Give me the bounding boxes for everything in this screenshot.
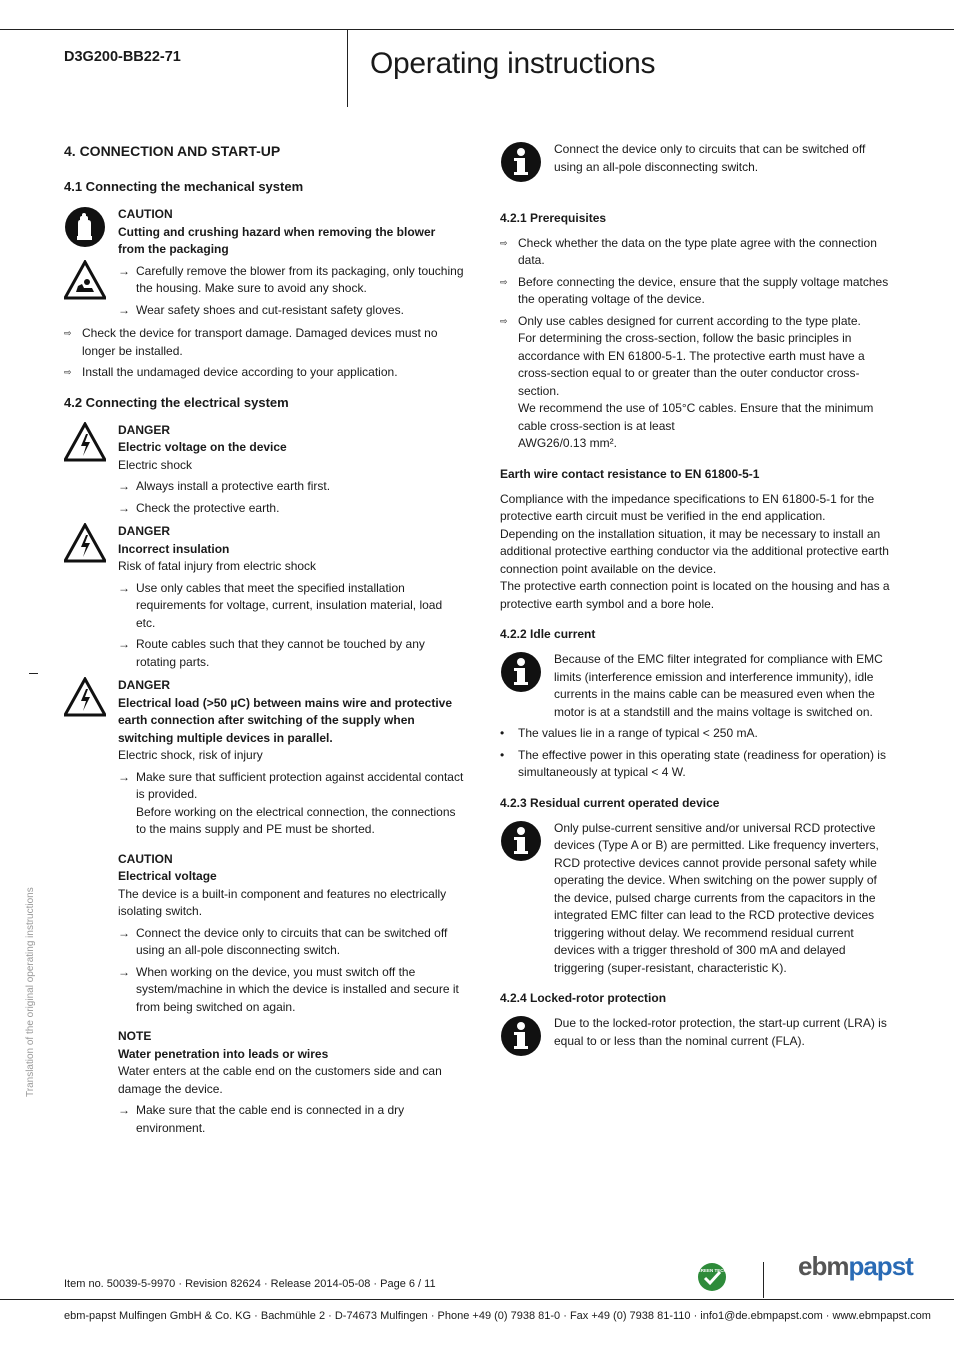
danger-voltage: DANGER Electric voltage on the device Electric shock → Always install a protective earth first. → Check the protective earth.	[64, 422, 464, 518]
info-rcd: Only pulse-current sensitive and/or universal RCD protective devices (Type A or B) are permitted. Like frequency inverters, RCD protective devices cannot provide personal safety while operating the device. When switching on the power supply of the device, pulsed charge currents from the capacitors in the integrated EMC filter can lead to the RCD protective devices triggering without delay. We recommend residual current devices with a trigger threshold of 300 mA and delayed triggering (super-resistant, characteristic K).	[500, 820, 890, 978]
list-item: • The effective power in this operating state (readiness for operation) is simultaneously at typical < 4 W.	[500, 747, 890, 782]
header-divider	[347, 29, 348, 107]
section-4-2-2-title: 4.2.2 Idle current	[500, 627, 596, 641]
danger-electrical-load: DANGER Electrical load (>50 µC) between mains wire and protective earth connection after switching of the supply when switching multiple devices in parallel. Electric shock, risk of injury → Make sure that sufficient protection against accidental contact is provided. Before working on the electrical connection, the connections to the mains supply and PE must be shorted. CAUTION Electrical voltage The device is a built-in component and features no electrically isolating switch. → Connect the device only to circuits that can be switched off using an all-pole disconnecting switch. → When working on the device, you must switch off the system/machine in which the device is installed and secure it from being switched on again. NOTE Water penetration into leads or wires Water enters at the cable end on the customers side and can damage the device. → Make sure that the cable end is connected in a dry environment.	[64, 677, 464, 1137]
earth-wire-title: Earth wire contact resistance to EN 61800-5-1	[500, 466, 760, 481]
safety-gloves-icon	[64, 206, 106, 248]
arrow-icon: →	[118, 964, 130, 979]
electric-hazard-icon	[64, 677, 106, 719]
right-column: Connect the device only to circuits that can be switched off using an all-pole disconnecting switch. 4.2.1 Prerequisites ⇨ Check whether the data on the type plate agree with the connection data. ⇨ Before connecting the device, ensure that the supply voltage matches the operating voltage of the device. ⇨ Only use cables designed for current according to the type plate. For determining the cross-section, follow the basic principles in accordance with EN 61800-5-1. The protective earth must have a cross-section equal to or greater than the outer conductor cross-section. We recommend the use of 105°C cables. Ensure that the minimum cable cross-section is at least AWG26/0.13 mm². Earth wire contact resistance to EN 61800-5-1 Compliance with the impedance specifications to EN 61800-5-1 for the protective earth circuit must be verified in the end application. Depending on the installation situation, it may be necessary to install an additional protective earthing conductor via the additional protective earth connection point available on the device. The protective earth connection point is located on the housing and has a protective earth symbol and a bore hole. 4.2.2 Idle current Because of the EMC filter integrated for compliance with EMC limits (interference emission and interference immunity), idle currents in the mains cable can be measured even when the motor is at a standstill and the mains voltage is switched on. • The values lie in a range of typical < 250 mA. • The effective power in this operating state (readiness for operation) is simultaneously at typical < 4 W. 4.2.3 Residual current operated device Only pulse-current sensitive and/or universal RCD protective devices (Type A or B) are permitted. Like frequency inverters, RCD protective devices cannot provide personal safety while operating the device. When switching on the power supply of the device, pulsed charge currents from the capacitors in the integrated EMC filter can lead to the RCD protective devices triggering without delay. We recommend residual current devices with a trigger threshold of 300 mA and delayed triggering (super-resistant, characteristic K). 4.2.4 Locked-rotor protection Due to the locked-rotor protection, the start-up current (LRA) is equal to or less than the nominal current (FLA).	[500, 141, 890, 1069]
margin-tick	[29, 673, 38, 674]
danger-label: DANGER	[118, 678, 171, 692]
list-item: ⇨ Only use cables designed for current according to the type plate. For determining the cross-section, follow the basic principles in accordance with EN 61800-5-1. The protective earth must have a cross-section equal to or greater than the outer conductor cross-section. We recommend the use of 105°C cables. Ensure that the minimum cable cross-section is at least AWG26/0.13 mm².	[500, 313, 890, 453]
arrow-icon: →	[118, 302, 130, 317]
info-icon	[500, 820, 542, 862]
page-title: Operating instructions	[370, 47, 656, 80]
arrow-icon: →	[118, 479, 130, 493]
list-item: ⇨ Install the undamaged device according to your application.	[64, 364, 464, 382]
danger-text: Electric shock	[118, 457, 193, 472]
caution-heading: Electrical voltage	[118, 869, 217, 883]
danger-text: Risk of fatal injury from electric shock	[118, 559, 317, 573]
bullet-dot-icon: •	[500, 747, 505, 762]
footer-divider	[763, 1262, 764, 1298]
info-icon	[500, 141, 542, 183]
info-idle-current: Because of the EMC filter integrated for compliance with EMC limits (interference emission and interference immunity), idle currents in the mains cable can be measured even when the motor is at a standstill and the mains voltage is switched on.	[500, 651, 890, 721]
danger-heading: Electrical load (>50 µC) between mains wire and protective earth connection after switching of the supply when switching multiple devices in parallel.	[118, 695, 453, 745]
note-text: Water enters at the cable end on the customers side and can damage the device.	[118, 1064, 442, 1096]
green-tech-logo	[697, 1262, 727, 1292]
bullet-arrow-icon: ⇨	[64, 328, 72, 338]
company-footer: ebm-papst Mulfingen GmbH & Co. KG · Bachmühle 2 · D-74673 Mulfingen · Phone +49 (0) 7938 81-0 · Fax +49 (0) 7938 81-110 · info1@de.ebmpapst.com · www.ebmpapst.com	[64, 1310, 931, 1322]
danger-heading: Electric voltage on the device	[118, 440, 287, 454]
arrow-icon: →	[118, 925, 130, 940]
danger-label: DANGER	[118, 524, 171, 538]
info-icon	[500, 1015, 542, 1057]
section-4-2-3-title: 4.2.3 Residual current operated device	[500, 795, 720, 810]
electric-hazard-icon	[64, 422, 106, 464]
header-rule	[0, 29, 954, 30]
danger-text: Electric shock, risk of injury	[118, 748, 263, 762]
ebmpapst-logo: ebmpapst	[798, 1251, 913, 1281]
bullet-dot-icon: •	[500, 726, 505, 740]
list-item: ⇨ Before connecting the device, ensure that the supply voltage matches the operating voltage of the device.	[500, 274, 890, 309]
arrow-icon: →	[118, 263, 130, 278]
crushing-hazard-icon	[64, 260, 106, 302]
list-item: • The values lie in a range of typical < 250 mA.	[500, 725, 890, 743]
caution-step: Carefully remove the blower from its packaging, only touching the housing. Make sure to avoid any shock.	[136, 263, 464, 295]
note-heading: Water penetration into leads or wires	[118, 1046, 329, 1061]
bullet-arrow-icon: ⇨	[500, 315, 508, 326]
section-title: 4. CONNECTION AND START-UP	[64, 143, 281, 159]
svg-text:GREEN TECH: GREEN TECH	[697, 1268, 727, 1273]
electric-hazard-icon	[64, 523, 106, 565]
danger-insulation: DANGER Incorrect insulation Risk of fatal injury from electric shock → Use only cables that meet the specified installation requirements for voltage, current, insulation material, load etc. → Route cables such that they cannot be touched by any rotating parts.	[64, 523, 464, 671]
caution-label: CAUTION	[118, 207, 173, 221]
left-column	[64, 141, 464, 1137]
caution-label: CAUTION	[118, 851, 173, 866]
info-disconnect: Connect the device only to circuits that can be switched off using an all-pole disconnecting switch.	[500, 141, 890, 195]
list-item: ⇨ Check the device for transport damage. Damaged devices must no longer be installed.	[64, 325, 464, 360]
bullet-arrow-icon: ⇨	[500, 237, 508, 248]
list-item: ⇨ Check whether the data on the type plate agree with the connection data.	[500, 235, 890, 270]
arrow-icon: →	[118, 580, 130, 595]
caution-heading: Cutting and crushing hazard when removing the blower from the packaging	[118, 224, 436, 256]
arrow-icon: →	[118, 769, 130, 784]
caution-text: The device is a built-in component and features no electrically isolating switch.	[118, 886, 447, 918]
bullet-arrow-icon: ⇨	[64, 367, 72, 377]
arrow-icon: →	[118, 1103, 130, 1117]
section-4-2-1-title: 4.2.1 Prerequisites	[500, 210, 607, 225]
arrow-icon: →	[118, 500, 130, 515]
note-label: NOTE	[118, 1029, 152, 1043]
section-4-2-title: 4.2 Connecting the electrical system	[64, 394, 289, 410]
arrow-icon: →	[118, 637, 130, 651]
danger-heading: Incorrect insulation	[118, 541, 230, 556]
section-4-1-title: 4.1 Connecting the mechanical system	[64, 179, 304, 194]
caution-mechanical	[64, 206, 464, 319]
danger-label: DANGER	[118, 422, 171, 437]
item-number: Item no. 50039-5-9970 · Revision 82624 · Release 2014-05-08 · Page 6 / 11	[64, 1278, 436, 1290]
model-number: D3G200-BB22-71	[64, 49, 181, 65]
caution-step: Wear safety shoes and cut-resistant safety gloves.	[136, 302, 404, 317]
footer-rule	[0, 1299, 954, 1300]
section-4-2-4-title: 4.2.4 Locked-rotor protection	[500, 991, 667, 1005]
bullet-arrow-icon: ⇨	[500, 276, 508, 287]
side-note: Translation of the original operating instructions	[25, 887, 36, 1097]
info-icon	[500, 651, 542, 693]
info-locked-rotor: Due to the locked-rotor protection, the start-up current (LRA) is equal to or less than the nominal current (FLA).	[500, 1015, 890, 1069]
